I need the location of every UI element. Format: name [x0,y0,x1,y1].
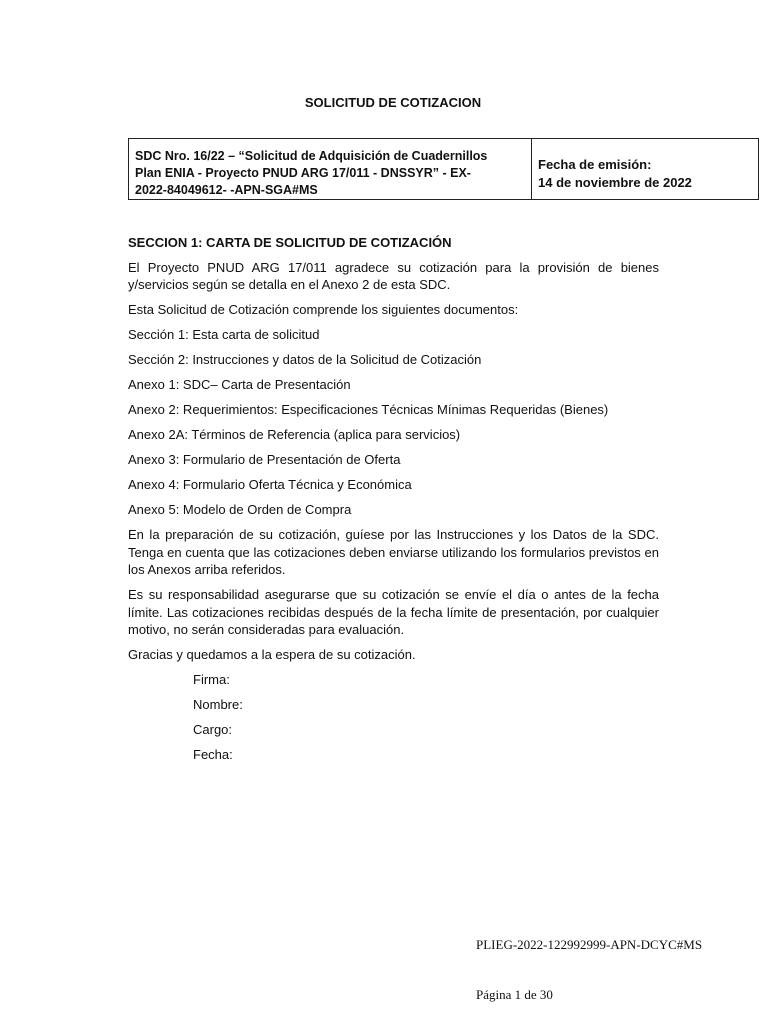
issue-date-value: 14 de noviembre de 2022 [538,175,692,190]
documents-intro: Esta Solicitud de Cotización comprende los siguientes documentos: [128,302,519,317]
signature-field-cargo: Cargo: [193,722,233,737]
list-item: Anexo 2A: Términos de Referencia (aplica para servicios) [128,427,461,442]
sdc-line-2: Plan ENIA - Proyecto PNUD ARG 17/011 - DNSSYR” - EX- [135,166,471,180]
list-item: Anexo 2: Requerimientos: Especificaciones Técnicas Mínimas Requeridas (Bienes) [128,402,609,417]
intro-paragraph: El Proyecto PNUD ARG 17/011 agradece su cotización para la provisión de bienes y/servicios según se detalla en el Anexo 2 de esta SDC. [128,259,659,292]
closing-line: Gracias y quedamos a la espera de su cotización. [128,647,416,662]
header-date-cell [532,139,758,199]
footer-page-number: Página 1 de 30 [476,987,553,1002]
documents-list [128,326,659,519]
signature-field-fecha: Fecha: [193,747,233,762]
issue-date-label: Fecha de emisión: [538,157,652,172]
sdc-line-3: 2022-84049612- -APN-SGA#MS [135,183,318,197]
responsibility-paragraph: Es su responsabilidad asegurarse que su cotización se envíe el día o antes de la fecha límite. Las cotizaciones recibidas después de la fecha límite de presentación, por cualquier motivo, no serán consideradas para evaluación. [128,587,659,637]
signature-block [193,671,659,764]
header-sdc-cell [129,139,532,199]
letter-body [128,234,659,771]
list-item: Sección 2: Instrucciones y datos de la Solicitud de Cotización [128,352,482,367]
section-heading: SECCION 1: CARTA DE SOLICITUD DE COTIZACIÓN [128,235,452,250]
sdc-line-1: SDC Nro. 16/22 – “Solicitud de Adquisición de Cuadernillos [135,149,488,163]
list-item: Anexo 3: Formulario de Presentación de Oferta [128,452,401,467]
list-item: Anexo 5: Modelo de Orden de Compra [128,502,352,517]
signature-field-firma: Firma: [193,672,230,687]
list-item: Sección 1: Esta carta de solicitud [128,327,320,342]
preparation-paragraph: En la preparación de su cotización, guíese por las Instrucciones y los Datos de la SDC. Tenga en cuenta que las cotizaciones deben enviarse utilizando los formularios previstos en los Anexos arriba referidos. [128,527,659,577]
signature-field-nombre: Nombre: [193,697,243,712]
footer-document-code: PLIEG-2022-122992999-APN-DCYC#MS [476,937,703,952]
header-table [128,138,759,200]
document-title: SOLICITUD DE COTIZACION [304,95,482,110]
list-item: Anexo 1: SDC– Carta de Presentación [128,377,351,392]
list-item: Anexo 4: Formulario Oferta Técnica y Económica [128,477,412,492]
